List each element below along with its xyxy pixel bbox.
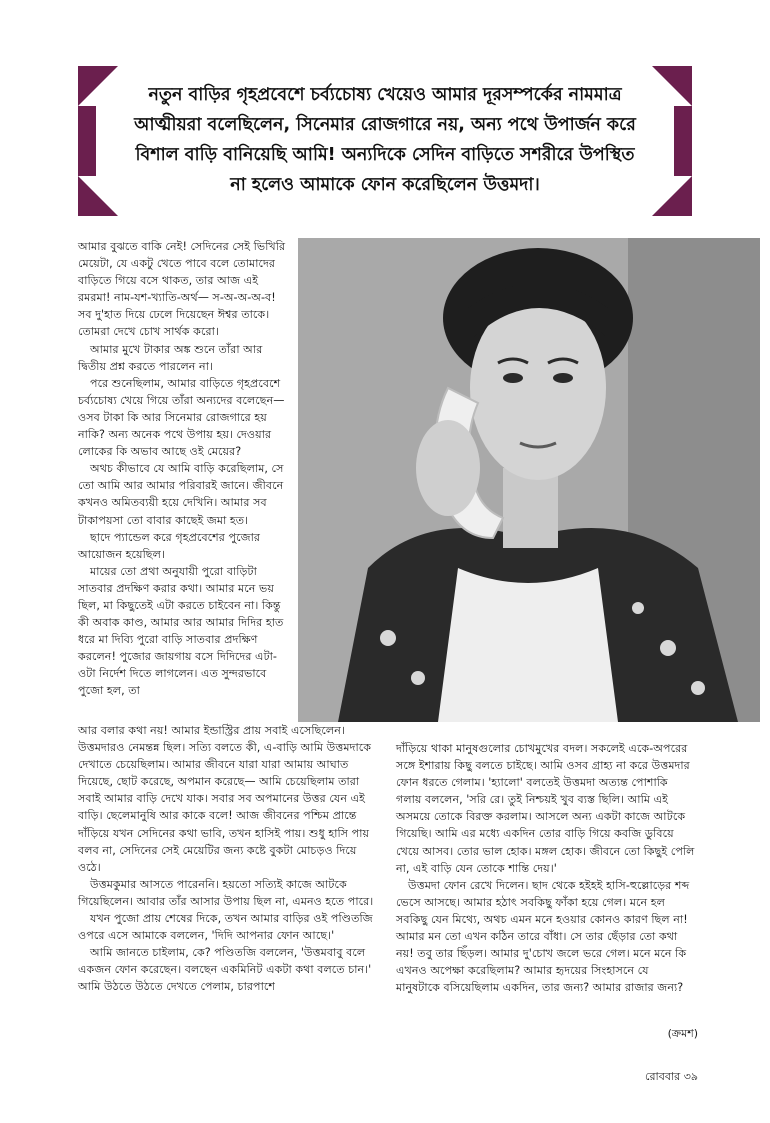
pull-quote-line: বিশাল বাড়ি বানিয়েছি আমি! অন্যদিকে সেদিন বাড়িতে সশরীরে উপস্থিত: [135, 145, 635, 165]
pull-quote-bar: [78, 106, 96, 176]
paragraph: আমার বুঝতে বাকি নেই! সেদিনের সেই ভিখিরি মেয়েটা, যে একটু খেতে পাবে বলে তোমাদের বাড়িতে গিয়ে বসে থাকত, তার আজ এই রমরমা! নাম-যশ-খ্যাতি-অর্থ— স-অ-অ-অ-ব! সব দু'হাত দিয়ে ঢেলে দিয়েছেন ঈশ্বর তাকে। তোমরা দেখে চোখ সার্থক করো।: [78, 240, 286, 339]
article-column-bottom-right: [396, 740, 696, 996]
article-photo: [298, 238, 760, 722]
article-column-left: [78, 238, 290, 700]
paragraph: যখন পুজো প্রায় শেষের দিকে, তখন আমার বাড়ির ওই পণ্ডিতজি ওপরে এসে আমাকে বললেন, 'দিদি আপনার ফোন আছে।': [78, 912, 373, 943]
paragraph: আর বলার কথা নয়! আমার ইন্ডাস্ট্রির প্রায় সবাই এসেছিলেন। উত্তমদারও নেমন্তন্ন ছিল। সত্যি বলতে কী, এ-বাড়ি আমি উত্তমদাকে দেখাতে চেয়েছিলাম। আমার জীবনে যারা যারা আমায় আঘাত দিয়েছে, ছোট করেছে, অপমান করেছে— আমি চেয়েছিলাম তারা সবাই আমার বাড়ি দেখে যাক। সবার সব অপমানের উত্তর যেন এই বাড়ি। ছেলেমানুষি আর কাকে বলে! আজ জীবনের পশ্চিম প্রান্তে দাঁড়িয়ে যখন সেদিনের কথা ভাবি, তখন হাসিই পায়। শুধু হাসি পায় বলব না, সেদিনের সেই মেয়েটির জন্য কষ্টে বুকটা মোচড়ও দিয়ে ওঠে।: [78, 724, 372, 874]
paragraph: ছাদে প্যান্ডেল করে গৃহপ্রবেশের পুজোর আয়োজন হয়েছিল।: [78, 530, 260, 561]
photo-illustration: [298, 238, 760, 722]
paragraph: আমি জানতে চাইলাম, কে? পণ্ডিতজি বললেন, 'উত্তমবাবু বলে একজন ফোন করেছেন। বলছেন একমিনিট একটা কথা বলতে চান।' আমি উঠতে উঠতে দেখতে পেলাম, চারপাশে: [78, 946, 372, 994]
paragraph: মায়ের তো প্রথা অনুযায়ী পুরো বাড়িটা সাতবার প্রদক্ষিণ করার কথা। আমার মনে ভয় ছিল, মা কিছুতেই এটা করতে চাইবেন না। কিন্তু কী অবাক কাণ্ড, আমার আর আমার দিদির হাত ধরে মা দিব্যি পুরো বাড়ি সাতবার প্রদক্ষিণ করলেন! পুজোর জায়গায় বসে দিদিদের এটা-ওটা নির্দেশ দিতে লাগলেন। এত সুন্দরভাবে পুজো হল, তা: [78, 564, 284, 698]
paragraph: পরে শুনেছিলাম, আমার বাড়িতে গৃহপ্রবেশে চর্ব্যচোষ্য খেয়ে গিয়ে তাঁরা অন্যদের বলেছেন— ওসব টাকা কি আর সিনেমার রোজগারে হয় নাকি? অন্য অনেক পথে উপায় হয়। দেওয়ার লোকের কি অভাব আছে ওই মেয়ের?: [78, 376, 285, 459]
paragraph: উত্তমকুমার আসতে পারেননি। হয়তো সত্যিই কাজে আটকে গিয়েছিলেন। আবার তাঁর আসার উপায় ছিল না, এমনও হতে পারে।: [78, 877, 374, 908]
article-column-bottom-left: [78, 722, 378, 996]
pull-quote-line: আত্মীয়রা বলেছিলেন, সিনেমার রোজগারে নয়, অন্য পথে উপার্জন করে: [134, 115, 636, 135]
pull-quote-line: নতুন বাড়ির গৃহপ্রবেশে চর্ব্যচোষ্য খেয়েও আমার দূরসম্পর্কের নামমাত্র: [148, 85, 622, 105]
pull-quote-bar: [674, 106, 692, 176]
pull-quote-line: না হলেও আমাকে ফোন করেছিলেন উত্তমদা।: [230, 175, 540, 195]
paragraph: উত্তমদা ফোন রেখে দিলেন। ছাদ থেকে হইহই হাসি-হুল্লোড়ের শব্দ ভেসে আসছে। আমার হঠাৎ সবকিছু ফাঁকা হয়ে গেল। মনে হল সবকিছু যেন মিথ্যে, অথচ এমন মনে হওয়ার কোনও কারণ ছিল না! আমার মন তো এখন কঠিন তারে বাঁধা। সে তার ছেঁড়ার তো কথা নয়! তবু তার ছিঁড়ল। আমার দু'চোখ জলে ভরে গেল। মনে মনে কি এখনও অপেক্ষা করেছিলাম? আমার হৃদয়ের সিংহাসনে যে মানুষটাকে বসিয়েছিলাম একদিন, তার জন্য? আমার রাজার জন্য?: [396, 878, 690, 995]
page-folio: রোববার ৩৯: [645, 1070, 698, 1083]
paragraph: দাঁড়িয়ে থাকা মানুষগুলোর চোখমুখের বদল। সকলেই একে-অপরের সঙ্গে ইশারায় কিছু বলতে চাইছে। আমি ওসব গ্রাহ্য না করে উত্তমদার ফোন ধরতে গেলাম। 'হ্যালো' বলতেই উত্তমদা অত্যন্ত পোশাকি গলায় বললেন, 'সরি রে। তুই নিশ্চয়ই খুব ব্যস্ত ছিলি। আমি এই অসময়ে তোকে বিরক্ত করলাম। আসলে অন্য একটা কাজে আটকে গিয়েছি। আমি এর মধ্যে একদিন তোর বাড়ি গিয়ে কবজি ডুবিয়ে খেয়ে আসব। তোর ভাল হোক। মঙ্গল হোক। জীবনে তো কিছুই পেলি না, এই বাড়ি যেন তোকে শান্তি দেয়।': [396, 742, 695, 875]
pull-quote: [78, 66, 692, 216]
paragraph: আমার মুখে টাকার অঙ্ক শুনে তাঁরা আর দ্বিতীয় প্রশ্ন করতে পারলেন না।: [78, 342, 263, 373]
paragraph: অথচ কীভাবে যে আমি বাড়ি করেছিলাম, সে তো আমি আর আমার পরিবারই জানে। জীবনে কখনও অমিতব্যয়ী হয়ে দেখিনি। আমার সব টাকাপয়সা তো বাবার কাছেই জমা হত।: [78, 462, 284, 527]
pull-quote-text: [108, 80, 662, 200]
to-be-continued-label: (ক্রমশ): [667, 1027, 698, 1040]
